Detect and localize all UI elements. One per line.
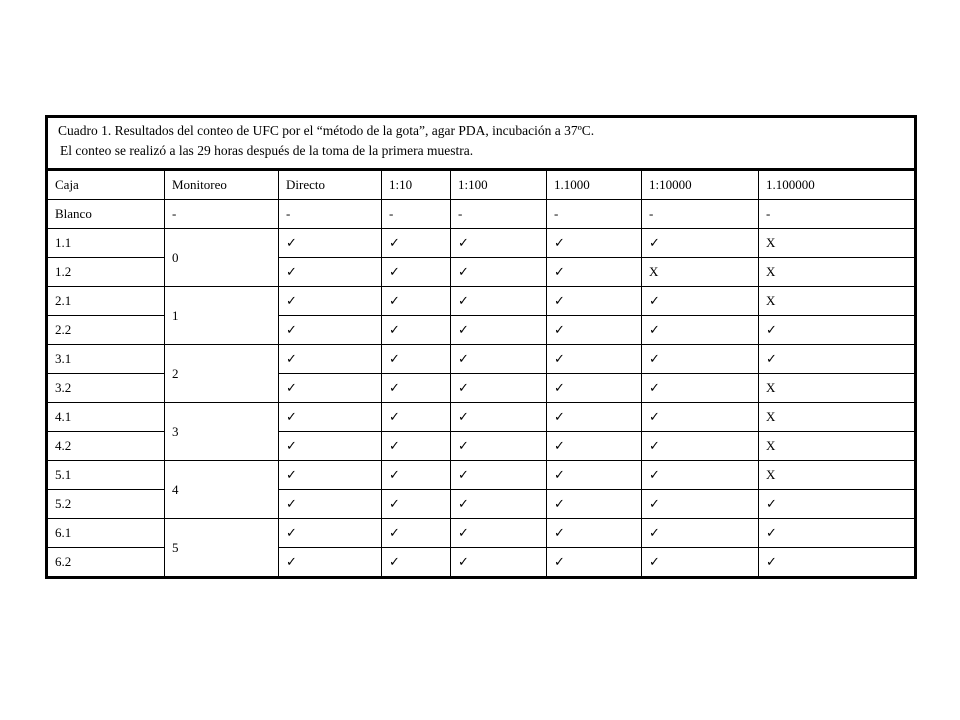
check-mark: ✓ (547, 403, 642, 432)
table-row (47, 519, 916, 548)
caja-cell: 2.1 (47, 287, 165, 316)
check-mark: ✓ (451, 519, 547, 548)
no-growth-mark: X (642, 258, 759, 287)
check-mark: ✓ (759, 345, 916, 374)
check-mark: ✓ (547, 548, 642, 578)
check-mark: ✓ (547, 345, 642, 374)
check-mark: ✓ (382, 287, 451, 316)
check-mark: ✓ (382, 345, 451, 374)
check-mark: ✓ (547, 258, 642, 287)
check-mark: ✓ (279, 374, 382, 403)
results-table-container (45, 115, 914, 579)
check-mark: ✓ (279, 432, 382, 461)
check-mark: ✓ (642, 229, 759, 258)
check-mark: ✓ (451, 490, 547, 519)
no-growth-mark: X (759, 374, 916, 403)
check-mark: ✓ (451, 548, 547, 578)
header-1-10: 1:10 (382, 170, 451, 200)
check-mark: ✓ (451, 316, 547, 345)
blank-cell: - (165, 200, 279, 229)
no-growth-mark: X (759, 229, 916, 258)
check-mark: ✓ (547, 229, 642, 258)
check-mark: ✓ (451, 229, 547, 258)
check-mark: ✓ (642, 432, 759, 461)
check-mark: ✓ (547, 287, 642, 316)
check-mark: ✓ (451, 374, 547, 403)
table-row (47, 461, 916, 490)
check-mark: ✓ (279, 345, 382, 374)
caja-cell: 5.1 (47, 461, 165, 490)
check-mark: ✓ (382, 519, 451, 548)
results-table (45, 115, 917, 579)
header-directo: Directo (279, 170, 382, 200)
check-mark: ✓ (451, 461, 547, 490)
blank-cell: - (382, 200, 451, 229)
monitoreo-cell: 5 (165, 519, 279, 578)
check-mark: ✓ (642, 345, 759, 374)
no-growth-mark: X (759, 461, 916, 490)
header-1-100: 1:100 (451, 170, 547, 200)
monitoreo-cell: 4 (165, 461, 279, 519)
check-mark: ✓ (279, 490, 382, 519)
header-1-10000: 1:10000 (642, 170, 759, 200)
caja-cell: 1.2 (47, 258, 165, 287)
check-mark: ✓ (451, 403, 547, 432)
monitoreo-cell: 1 (165, 287, 279, 345)
check-mark: ✓ (759, 316, 916, 345)
check-mark: ✓ (451, 432, 547, 461)
caja-cell: 3.2 (47, 374, 165, 403)
check-mark: ✓ (451, 258, 547, 287)
blank-cell: - (759, 200, 916, 229)
caja-cell: 5.2 (47, 490, 165, 519)
no-growth-mark: X (759, 258, 916, 287)
header-1-100000: 1.100000 (759, 170, 916, 200)
check-mark: ✓ (451, 345, 547, 374)
check-mark: ✓ (279, 229, 382, 258)
no-growth-mark: X (759, 403, 916, 432)
check-mark: ✓ (642, 374, 759, 403)
blank-label: Blanco (47, 200, 165, 229)
check-mark: ✓ (279, 316, 382, 345)
monitoreo-cell: 0 (165, 229, 279, 287)
caption-line-2: El conteo se realizó a las 29 horas después de la toma de la primera muestra. (60, 143, 474, 158)
blank-cell: - (279, 200, 382, 229)
table-row (47, 403, 916, 432)
caja-cell: 4.1 (47, 403, 165, 432)
blank-cell: - (451, 200, 547, 229)
no-growth-mark: X (759, 432, 916, 461)
check-mark: ✓ (642, 519, 759, 548)
monitoreo-cell: 3 (165, 403, 279, 461)
check-mark: ✓ (382, 258, 451, 287)
check-mark: ✓ (547, 374, 642, 403)
check-mark: ✓ (382, 461, 451, 490)
table-row (47, 287, 916, 316)
check-mark: ✓ (759, 519, 916, 548)
header-1-1000: 1.1000 (547, 170, 642, 200)
check-mark: ✓ (279, 519, 382, 548)
table-row (47, 345, 916, 374)
caja-cell: 6.2 (47, 548, 165, 578)
check-mark: ✓ (382, 316, 451, 345)
check-mark: ✓ (279, 258, 382, 287)
check-mark: ✓ (642, 287, 759, 316)
check-mark: ✓ (382, 490, 451, 519)
check-mark: ✓ (279, 548, 382, 578)
caption-row (47, 117, 916, 170)
check-mark: ✓ (759, 548, 916, 578)
caption-line-1: Cuadro 1. Resultados del conteo de UFC por el “método de la gota”, agar PDA, incubación a 37ºC. (58, 123, 595, 138)
check-mark: ✓ (279, 287, 382, 316)
check-mark: ✓ (451, 287, 547, 316)
check-mark: ✓ (547, 519, 642, 548)
check-mark: ✓ (382, 374, 451, 403)
no-growth-mark: X (759, 287, 916, 316)
check-mark: ✓ (642, 548, 759, 578)
table-caption (47, 117, 916, 170)
table-row (47, 229, 916, 258)
header-monitoreo: Monitoreo (165, 170, 279, 200)
header-caja: Caja (47, 170, 165, 200)
check-mark: ✓ (382, 432, 451, 461)
check-mark: ✓ (642, 316, 759, 345)
check-mark: ✓ (547, 461, 642, 490)
check-mark: ✓ (642, 403, 759, 432)
check-mark: ✓ (547, 490, 642, 519)
monitoreo-cell: 2 (165, 345, 279, 403)
blank-cell: - (547, 200, 642, 229)
caja-cell: 1.1 (47, 229, 165, 258)
caja-cell: 4.2 (47, 432, 165, 461)
blank-row (47, 200, 916, 229)
check-mark: ✓ (382, 403, 451, 432)
check-mark: ✓ (642, 490, 759, 519)
check-mark: ✓ (547, 432, 642, 461)
check-mark: ✓ (279, 403, 382, 432)
caja-cell: 2.2 (47, 316, 165, 345)
check-mark: ✓ (547, 316, 642, 345)
caja-cell: 6.1 (47, 519, 165, 548)
header-row (47, 170, 916, 200)
caja-cell: 3.1 (47, 345, 165, 374)
check-mark: ✓ (382, 548, 451, 578)
check-mark: ✓ (642, 461, 759, 490)
check-mark: ✓ (279, 461, 382, 490)
check-mark: ✓ (382, 229, 451, 258)
check-mark: ✓ (759, 490, 916, 519)
blank-cell: - (642, 200, 759, 229)
